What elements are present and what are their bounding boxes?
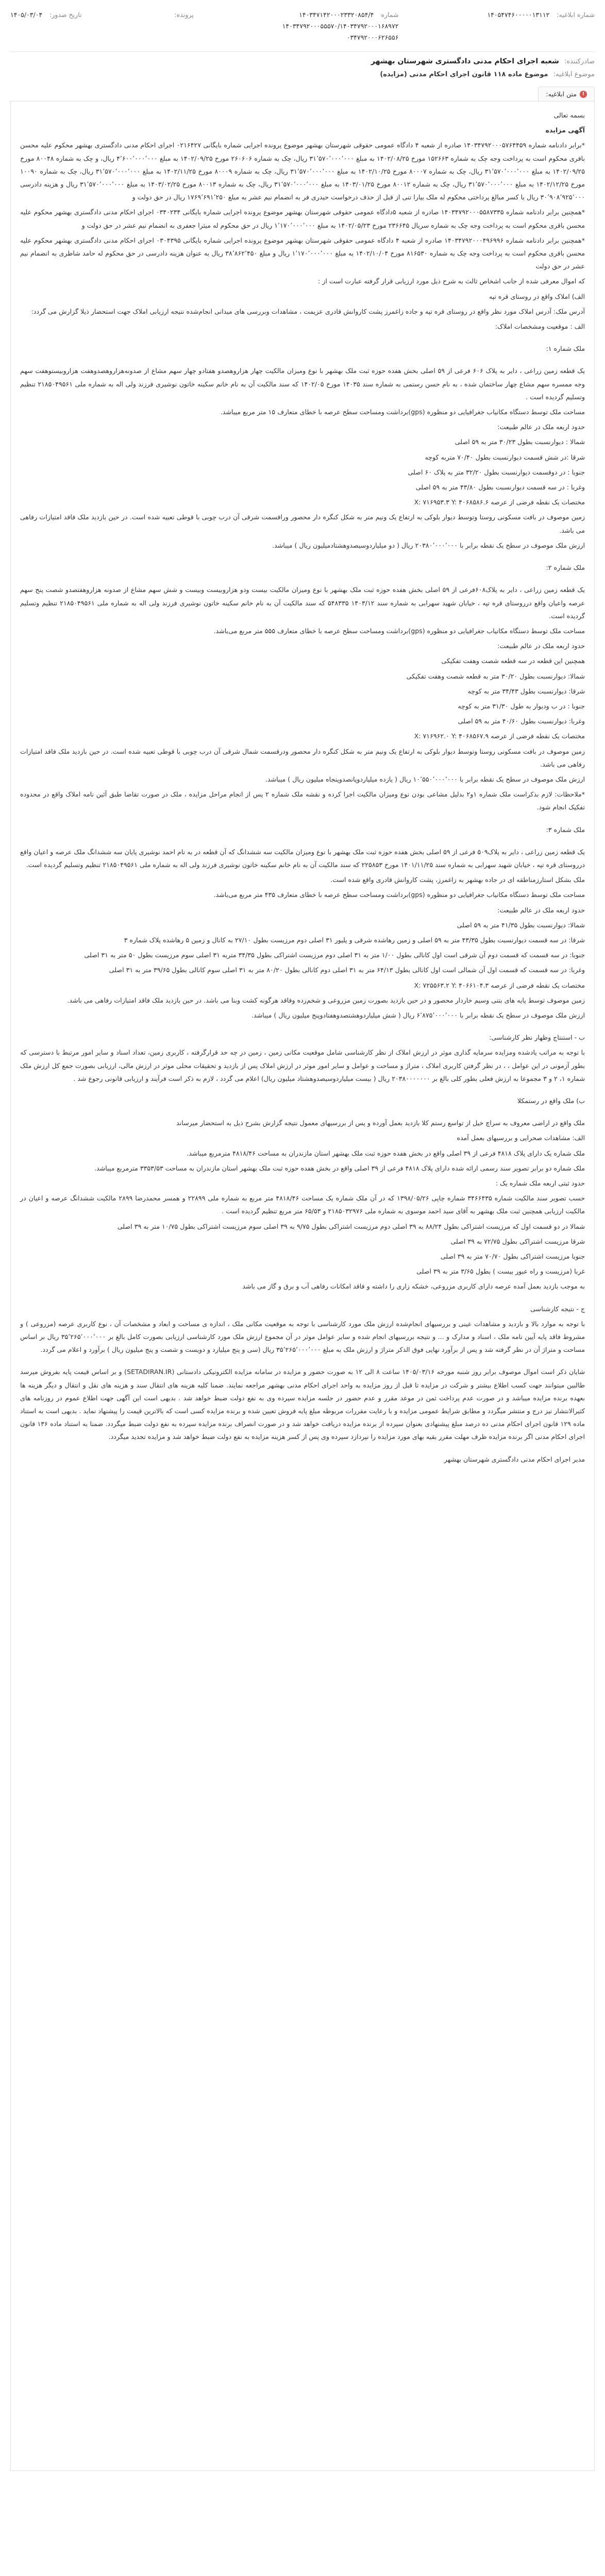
issuer-row (10, 54, 595, 69)
topic-row (10, 69, 595, 83)
body-paragraph: که اموال معرفی شده از جانب اشخاص ثالث به شرح ذیل مورد ارزیابی قرار گرفته عبارت است از : (318, 277, 585, 285)
body-paragraph: شمالا : دیوارنسبت بطول ۳۰/۲۳ متر به ۵۹ اصلی (455, 438, 585, 446)
body-paragraph: شمالا: دیوارنسبت بطول ۳۰/۲۰ متر به قطعه شصت وهفت تفکیکی (406, 672, 585, 680)
spacer (20, 357, 585, 364)
file-number-value: ۱۴۰۳۴۷۱۴۲۰۰۰۲۳۳۲۰۸۵۴/۴ (299, 11, 374, 19)
body-paragraph: ارزش ملک موصوف در سطح یک نقطه برابر با ۲۰۳۸۰٬۰۰۰٬۰۰۰ ریال ( دو میلیاردوسیصدوهشتادمیلیون ریال ) میباشد. (272, 541, 585, 549)
spacer (20, 816, 585, 823)
body-paragraph: الف: مشاهدات صحرایی و بررسیهای بعمل آمده (457, 1134, 585, 1142)
file-number-value-3: ۰۳۴۷۹۲۰۰۰۶۲۶۵۵۶ (346, 33, 399, 41)
body-paragraph: با توجه به موارد بالا و بازدید و مشاهدات عینی و بررسیهای انجام‌شده ارزش ملک مورد کارشناسی با توجه به موقعیت مکانی ملک ، اندازه ی مساحت و ابعاد و مشخصات آن ، نوع کاربری عرصه (مزروعی ) و مشروط فاقد پایه آیین نامه ملک ، اسناد و مدارک و ... و نتیجه بررسیهای انجام شده و سایر عوامل موثر در آن مجموع ارزش ملک مورد کارشناسی ارزیابی بصورت کامل بالغ بر ۳۵٬۲۶۵٬۰۰۰٬۰۰۰ ریال بر اساس مساحت و متراژ آن در نظر گرفته شد و پس از برآورد نهایی فوق الذکر متراژ و ارزش ملک به مبلغ ۳۵٬۲۶۵٬۰۰۰٬۰۰۰ ریال (سی و پنج میلیارد و دویست و شصت و پنج میلیون ریال ) برآورد و اعلام می گردد. (20, 1319, 585, 1354)
body-paragraph: زمین موصوف توسط پایه های بتنی وسیم خاردار محصور و در حین بازدید بصورت زمین مزروعی و شخم‌زده وفاقد هرگونه کشت وبنا می باشد. در حین بازدید ملک فاقد امتیازات رفاهی می باشد. (67, 996, 585, 1004)
body-paragraph: به موجب بازدید بعمل آمده عرصه دارای کاربری مزروعی، خشکه زاری را داشته و فاقد امکانات رفاهی آب و برق و گاز می باشد (242, 1282, 585, 1291)
body-paragraph: آدرس ملک: آدرس املاک مورد نظر واقع در روستای قره تپه و جاده زاغمرز پشت کاروانش قادری عزیمت ، مشاهدات وبررسی های میدانی انجام‌شده نتیجه ارزیابی املاک جهت استحضار ذیلا گزارش می گردد: (31, 307, 585, 315)
date-label: تاریخ صدور: (49, 11, 82, 19)
file-number-label: شماره (381, 11, 399, 19)
notice-meta (10, 0, 595, 49)
body-paragraph: غربا (مرزیست و راه عبور بیست ) بطول ۳/۶۵ متر به ۳۹ اصلی (416, 1267, 585, 1276)
body-paragraph: شرقا: دیوارنسبت بطول ۳۴/۴۳ متر به کوچه (467, 687, 585, 695)
body-paragraph: با توجه به مراتب یادشده ومزایده سرمایه گذاری موثر در ارزش املاک از نظر کارشناسی شامل موقعیت مکانی زمین ، زمین در چه حد قرارگرفته ، کاربری زمین، تعداد اسناد و سایر امور مرتبط با دسترسی که بطور آزمونی در این عوامل ، ، در نظر گرفتن کاربری املاک ، متراژ و مساحت و عوامل و سایر امور موثر در ارزش املاک پس از بازدید و تحقیقات محلی موثر در ارزش مالی، ارزیابی بصورت جمع کل ارزش ملک شماره ۱، ۲ و ۳ مجموعا به ارزش فعلی بطور کلی بالغ بر ۲۰۳۸۰۰۰۰۰۰۰ ریال ( بیست میلیاردوسیصدوهشتاد میلیون ریال) اعلام می گردد ، لازم به ذکر است فرآیند و ارزیابی قانونی رجوع شد . (20, 1048, 585, 1082)
body-paragraph: جنوبا : در دوقسمت دیوارنسبت بطول ۳۲/۲۰ متر به پلاک ۶۰ اصلی (408, 468, 585, 476)
body-paragraph: ملک واقع در اراضی معروف به سراچ خیل از تواسع رستم کلا بازدید بعمل آورده و پس از بررسیهای معمول نتیجه گزارش بشرح ذیل به استحضار میرساند (176, 1119, 585, 1127)
body-paragraph: ارزش ملک موصوف در سطح یک نقطه برابر با ۶٬۸۷۵٬۰۰۰٬۰۰۰ ریال ( شش میلیاردوهشتصدوهفتادوپنج میلیون ریال ) میباشد. (251, 1011, 585, 1019)
record-label: پرونده: (174, 11, 194, 19)
body-paragraph: جنوبا: در سه قسمت که قسمت دوم آن شرقی است اول کانالی بطول ۱/۰۰ متر به ۳۱ اصلی دوم مرزیست اشتراکی بطول ۳۴/۳۵ متربه ۳۱ اصلی سوم مرزیست بطول ۵۰ متر به ۳۱ اصلی (84, 951, 585, 959)
issuer-value: شعبه اجرای احکام مدنی دادگستری شهرستان بهشهر (371, 57, 559, 65)
body-paragraph: ملک شماره یک دارای پلاک ۴۸۱۸ فرعی از ۳۹ اصلی واقع در بخش هفده حوزه ثبت ملک بهشهر استان مازندران به مساحت ۴۸۱۸/۴۶ مترمربع میباشد. (187, 1149, 585, 1157)
meta-col-file (282, 9, 399, 43)
body-paragraph: حدود اربعه ملک در عالم طبیعت: (497, 423, 585, 431)
body-paragraph: جنوبا مرزیست اشتراکی بطول ۷۰/۷۰ متر به ۳۹ اصلی (440, 1252, 585, 1261)
spacer (20, 1024, 585, 1031)
spacer (20, 335, 585, 342)
file-number-line (282, 9, 399, 21)
body-paragraph: *همچنین برابر دادنامه شماره ۱۴۰۳۴۷۹۲۰۰۰۴۹۶۹۹۶ صادره از شعبه ۴ دادگاه عمومی حقوقی شهرستان بهشهر موضوع پرونده اجرایی شماره بایگانی ۰۳۰۴۳۹۵ اجرای احکام مدنی دادگستری بهشهر محکوم علیه محسن باقری محکوم است به پرداخت وجه چک به شماره ۸۱۶۵۳۰ مورخ ۱۴۰۲/۱۰/۰۴ به مبلغ ۱٬۱۷۰٬۰۰۰٬۰۰۰ ریال و مبلغ ۳۸٬۸۶۲٬۴۵۰ ریال به عنوان هزینه دادرسی در حق محکوم له حامد شاطری به انضمام نیم عشر در حق دولت (20, 236, 585, 270)
meta-col-case (487, 9, 595, 21)
body-paragraph: الف : موقعیت ومشخصات املاک: (495, 323, 585, 331)
section-heading: ملک شماره ۳: (546, 825, 585, 834)
body-paragraph: شایان ذکر است اموال موصوف برابر روز شنبه مورخه ۱۴۰۵/۰۳/۱۶ ساعت ۸ الی ۱۲ به صورت حضور و مزایده در سامانه مزایده الکترونیکی دادستانی (SETADIRAN.IR) و بر اساس قیمت پایه بفروش میرسد طالبین میتوانند جهت کسب اطلاع بیشتر و شرکت در مزایده تا قبل از روز مزایده به واحد اجرای احکام مدنی بهشهر مراجعه نمایند. ضمنا کلیه هزینه های انتقال سند و هزینه های نقل و انتقال و دیگر هزینه ها بعهده برنده مزایده میباشد و در صورت عدم پرداخت ثمن در موعد مقرر و عدم حضور در جلسه مزایده سپرده وی به نفع دولت ضبط خواهد شد . بدیهی است این آگهی جهت اطلاع عموم در روزنامه های کثیرالانتشار نیز درج و منتشر میگردد و مطابق شرایط عمومی مزایده و با رعایت مقررات مربوطه مبلغ پایه فروش تعیین شده و برنده مزایده کسی است که بالاترین قیمت را پیشنهاد نماید . بدیهی است به استناد ماده ۱۲۹ قانون اجرای احکام مدنی ده درصد مبلغ پیشنهادی بعنوان سپرده از برنده مزایده دریافت خواهد شد و در صورت انصراف برنده مزایده سپرده به نفع دولت ضبط میگردد. ضمنا به استناد ماده ۱۳۶ قانون اجرای احکام مدنی اگر برنده مزایده ظرف مهلت مقرر بقیه بهای مورد مزایده را نپردازد سپرده وی پس از کسر هزینه مزایده به نفع دولت ضبط خواهد شد و مزایده تجدید میگردد. (20, 1368, 585, 1441)
body-paragraph: ملک بشکل استارزمناطقه ای در جاده بهشهر به زاغمرز، پشت کاروانش قادری واقع شده است. (330, 876, 585, 884)
body-paragraph: شرقا :در شش قسمت دیوارنسبت بطول ۷۰/۴۰ متربه کوچه (425, 453, 585, 461)
meta-col-record (170, 9, 193, 21)
body-paragraph: مختصات یک نقطه فرضی از عرصه X: ۷۲۵۵۶۳.۲ Y: ۴۰۶۶۱۰۴.۳ (414, 981, 585, 989)
case-number-line (487, 9, 595, 21)
body-paragraph: شرقا مرزیست اشتراکی بطول ۷۲/۷۵ به ۳۹ اصلی (450, 1237, 585, 1245)
issuer-label: صادرکننده: (564, 57, 595, 65)
body-paragraph: الف) املاک واقع در روستای قره تپه (489, 292, 585, 300)
meta-col-date (10, 9, 81, 21)
body-paragraph: شمالا در دو قسمت اول که مرزیست اشتراکی بطول ۸۸/۲۴ به ۳۹ اصلی دوم مرزیست اشتراکی بطول ۹/۷۵ به ۳۹ اصلی سوم مرزیست اشتراکی بطول ۱۰/۷۵ متر به ۳۹ اصلی (117, 1222, 585, 1230)
body-paragraph: زمین موصوف در بافت مسکونی روستا وتوسط دیوار بلوکی به ارتفاع یک ونیم متر به شکل کنگره دار محصور ودرقسمت شمال شرقی آن درب چوبی با قوطی تعبیه شده است. در حین بازدید ملک فاقد امتیازات رفاهی می باشد. (20, 747, 585, 768)
topic-label: موضوع ابلاغیه: (553, 71, 595, 78)
notice-heading: آگهی مزایده (545, 126, 585, 134)
spacer (20, 838, 585, 845)
section-heading: ملک شماره ۱: (546, 345, 585, 353)
body-paragraph: حدود ثبتی اربعه ملک شماره یک : (495, 1179, 585, 1188)
body-paragraph: مختصات یک نقطه فرضی از عرصه X: ۷۱۶۹۵۳.۳ Y: ۴۰۶۸۵۸۶.۶ (414, 498, 585, 506)
body-paragraph: مساحت ملک توسط دستگاه مکانیاب جغرافیایی دو منظوره (gps)برداشت ومساحت سطح عرصه با خطای متعارف ۵۵۵ متر مربع می‌باشد. (213, 626, 585, 635)
body-paragraph: حدود اربعه ملک در عالم طبیعت: (497, 906, 585, 914)
spacer (20, 1358, 585, 1365)
date-value: ۱۴۰۵/۰۳/۰۴ (10, 11, 43, 19)
section-heading: ج - نتیجه کارشناسی (530, 1304, 585, 1313)
section-heading: ب) ملک واقع در رستمکلا (517, 1097, 585, 1105)
notice-text-tab[interactable] (538, 87, 595, 101)
notice-body (10, 101, 595, 2471)
body-paragraph: وغربا: در سه قسمت که قسمت اول آن شمالی است اول کانالی بطول ۶۴/۱۳ متر به ۳۱ اصلی دوم کانالی بطول ۸۰/۲۰ متر به ۳۱ اصلی سوم کانالی بطول ۳۹/۶۵ متر به ۳۱ اصلی (109, 966, 585, 974)
section-heading: ب - استنتاج وظهار نظر کارشناسی: (489, 1033, 585, 1042)
spacer (20, 554, 585, 561)
body-paragraph: یک قطعه زمین زراعی ، دایر به پلاک۶۰۸فرعی از ۵۹ اصلی بخش هفده حوزه ثبت ملک بهشهر با نوع ومیزان مالکیت بیست ودو هزاروبیست وبیست و شش سهم مشاع از صدونه هزاروهفتصدو شصت پنج سهم عرصه واعیان واقع درروستای قره تپه ، خیابان شهید سهرابی به شماره سند ۱۴۰۳/۱۲ ۵۴۸۳۳۵ که سند مالکیت آن به نام خانم سکینه خاتون نوشیری فرزند ولی اله به شماره ملی ۲۱۸۵۰۴۹۵۶۱ تنظیم وتسلیم گردیده است. (20, 586, 585, 620)
body-paragraph: مساحت ملک توسط دستگاه مکانیاب جغرافیایی دو منظوره (gps)برداشت ومساحت سطح عرصه با خطای متعارف ۴۳۵ متر مربع می‌باشد. (213, 891, 585, 899)
spacer (20, 1087, 585, 1094)
spacer (20, 576, 585, 583)
body-paragraph: شمالا: دیوارنسبت بطول ۴۱/۳۵ متر به ۵۹ اصلی (457, 921, 585, 929)
body-paragraph: جنوبا : در ب ودیوار به طول ۳۱/۳۰ متر به کوچه (458, 702, 585, 710)
body-paragraph: وغربا : در سه قسمت دیوارنسبت بطول ۴۳/۸۰ متر به ۵۹ اصلی (415, 483, 585, 492)
body-paragraph: *ملاحظات: لازم بذکراست ملک شماره ۱و۲ بدلیل مشاعی بودن نوع ومیزان مالکیت اجرا کرده و نقشه ملک شماره ۲ پس از انجام مراحل مزایده ، ملک در صورت تقاضا طبق آئین نامه املاک واقع در محدوده تفکیک انجام شود. (20, 790, 585, 811)
body-paragraph: یک قطعه زمین زراعی ، دایر به پلاک۵۰۹ فرعی از ۵۹ اصلی بخش هفده حوزه ثبت ملک بهشهر با نوع ومیزان مالکیت سه ششدانگ که آن قطعه در به نام احمد نوشیری پایان سه ششدانگ ملک عرصه و اعیان واقع درروستای قره تپه ، خیابان شهید سهرابی به شماره سند ۱۴۰۱/۱۱/۲۵ مورخ ۲۲۵۸۵۳ که سند مالکیت آن به نام خانم سکینه خاتون نوشیری فرزند ولی اله به شماره ملی ۲۱۸۵۰۴۹۵۶۱ تنظیم وتسلیم گردیده است. (20, 848, 585, 869)
body-paragraph: مساحت ملک توسط دستگاه مکانیاب جغرافیایی دو منظوره (gps)برداشت ومساحت سطح عرصه با خطای متعارف ۱۵ متر مربع میباشد. (220, 408, 585, 416)
body-paragraph: مختصات یک نقطه فرضی از عرصه X: ۷۱۶۹۶۲.۰ Y: ۴۰۶۸۵۶۷.۹ (414, 732, 585, 740)
body-paragraph: ارزش ملک موصوف در سطح یک نقطه برابر با ۱۰٬۵۵۰٬۰۰۰٬۰۰۰ ریال ( یازده میلیاردوپانصدوپنجاه میلیون ریال ) میباشد. (265, 775, 585, 783)
body-paragraph: حدود اربعه ملک در عالم طبیعت: (497, 642, 585, 650)
case-number-value: ۱۴۰۵۴۷۴۶۰۰۰۰۰۱۳۱۱۲ (487, 11, 550, 19)
body-paragraph: حسب تصویر سند مالکیت شماره ۳۴۶۶۴۳۵ شماره چاپی ۱۳۹۸/۰۵/۲۶ که در آن ملک شماره یک مساحت ۴۸۱۸/۴۶ متر مربع به شماره ملی ۲۲۸۹۹ و همسر محمدرضا ۲۸۹۹ مالکیت ششدانگ عرصه و اعیان در مالکیت ارزیابی همچنین ثبت ملک بهشهر به آقای سید احمد موسوی به شماره ملی ۲۱۸۵۰۳۲۹۷۶ و ۶۵/۵۳ متر مربع تنظیم گردیده است . (20, 1194, 585, 1215)
body-paragraph: یک قطعه زمین زراعی ، دایر به پلاک ۶۰۶ فرعی از ۵۹ اصلی بخش هفده حوزه ثبت ملک بهشهر با نوع ومیزان مالکیت چهار هزاروهصدو هفتادو چهار سهم مشاع از صدونه‌هزاروهصدوهفت هزاروبیستوهفت سهم وجه ممسره سهم مشاع چهار ساختمان شده ، به نام حسن رستمی به شماره سند ۱۴۰۳۵ مورخ ۱۴۰۲/۰۵ که سند مالکیت آن به نام خانم سکینه خاتون نوشیری فرزند ولی اله به شماره ملی ۲۱۸۵۰۴۹۵۶۱ تنظیم وتسلیم گردیده است . (20, 367, 585, 401)
topic-value: موضوع ماده ۱۱۸ قانون اجرای احکام مدنی (مزایده) (380, 71, 548, 78)
body-paragraph: *برابر دادنامه شماره ۱۴۰۳۴۷۹۲۰۰۰۵۷۶۴۴۵۹ صادره از شعبه ۴ دادگاه عمومی حقوقی شهرستان بهشهر موضوع پرونده اجرایی شماره بایگانی ۰۲۱۶۴۲۷ اجرای احکام مدنی دادگستری بهشهر محکوم علیه محسن باقری محکوم است به پرداخت وجه چک به شماره ۱۵۲۶۶۳ مورخ ۱۴۰۲/۰۸/۲۵ به مبلغ ۳۱٬۵۷۰٬۰۰۰٬۰۰۰ ریال، چک به شماره ۲۶۰۶۰۶ مورخ ۱۴۰۲/۰۹/۲۵ به مبلغ ۴٬۶۰۰٬۰۰۰٬۰۰۰ ریال، و چک به شماره ۸۰۰۴۸ مورخ ۱۴۰۲/۰۹/۲۵ به مبلغ ۳۱٬۵۷۰٬۰۰۰٬۰۰۰ ریال، چک به شماره ۸۰۰۰۷ مورخ ۱۴۰۲/۱۰/۲۵ به مبلغ ۳۱٬۵۷۰٬۰۰۰٬۰۰۰ ریال، چک به شماره ۸۰۰۰۹ مورخ ۱۴۰۲/۱۱/۲۵ به مبلغ ۳۱٬۵۷۰٬۰۰۰٬۰۰۰ ریال، چک به شماره ۱۰۰۹۰ مورخ ۱۴۰۲/۱۲/۲۵ به مبلغ ۳۱٬۵۷۰٬۰۰۰٬۰۰۰ ریال، چک به شماره ۸۰۰۱۲ مورخ ۱۴۰۳/۰۱/۲۵ به مبلغ ۳۱٬۵۷۰٬۰۰۰٬۰۰۰ ریال، چک به شماره ۸۰۰۱۳ مورخ ۱۴۰۳/۰۲/۲۵ به مبلغ ۳۱٬۵۷۰٬۰۰۰٬۰۰۰ ریال و هزینه دادرسی ۳۰٬۹۰۸٬۹۲۵٬۰۰۰ ریال با کسر مبالغ پرداختی محکوم له ملک بیارا تنی از قبل از حذف درخواست حیدری فر به انضمام نیم عشر به مبلغ ۱۷۶۹٬۶۹۱٬۲۵۰ ریال در حق دولت و (20, 141, 585, 201)
file-number-value-2: ۱۴۰۳۴۷۹۲۰۰۰۵۵۵۷۰/۱۴۰۳۴۷۹۲۰۰۰۱۶۸۹۷۲ (282, 22, 399, 30)
spacer (20, 1446, 585, 1453)
body-paragraph: همچنین این قطعه در سه قطعه شصت وهفت تفکیکی (441, 657, 585, 665)
notice-text-label: متن ابلاغیه: (546, 90, 577, 98)
spacer (20, 1295, 585, 1302)
bismillah: بسمه تعالی (553, 111, 585, 119)
body-paragraph: ملک شماره دو برابر تصویر سند رسمی ارائه شده دارای پلاک ۴۸۱۸ فرعی از ۳۹ اصلی واقع در بخش هفده حوزه ثبت ملک بهشهر استان مازندران به مساحت ۳۳۵۳/۵۳ مترمربع میباشد. (94, 1164, 585, 1172)
signature-line: مدیر اجرای احکام مدنی دادگستری شهرستان بهشهر (444, 1455, 585, 1463)
date-line (10, 9, 81, 21)
body-paragraph: زمین موصوف در بافت مسکونی روستا وتوسط دیوار بلوکی به ارتفاع یک ونیم متر به شکل کنگره دار محصور وراقسمت شرقی آن درب چوبی با قوطی تعبیه شده است. در حین بازدید ملک فاقد امتیازات رفاهی می باشد. (20, 513, 585, 534)
body-paragraph: وغربا: دیوارنسبت بطول ۴۰/۶۰ متر به ۵۹ اصلی (458, 717, 585, 725)
section-heading: ملک شماره ۲: (546, 564, 585, 572)
body-paragraph: *همچنین برابر دادنامه شماره ۱۴۰۳۴۷۹۲۰۰۰۵۵۸۷۳۳۵ صادره از شعبه ۵دادگاه عمومی حقوقی شهرستان بهشهر موضوع پرونده اجرایی شماره بایگانی ۰۳۴۰۲۳۴ اجرای احکام مدنی دادگستری بهشهر محکوم علیه محسن باقری محکوم است به پرداخت وجه چک به شماره سریال ۲۳۶۶۴۵ مورخ ۱۴۰۲/۰۵/۲۳ به مبلغ ۱٬۱۷۰٬۰۰۰٬۰۰۰ ریال در حق محکوم له میثرا جعفری به انضمام نیم عشر در حق دولت و (20, 208, 585, 229)
alert-icon: ! (580, 91, 587, 98)
spacer (20, 1109, 585, 1116)
case-number-label: شماره ابلاغیه: (557, 11, 595, 19)
body-paragraph: شرقا: در سه قسمت دیوارنسبت بطول ۴۳/۳۵ متر به ۵۹ اصلی و زمین رهاشده شرقی و پلیور ۳۱ اصلی دوم مرزیست بطول ۲۷/۱۰ به کانال و زمین ۵ رهاشده پلاک شماره ۳ (124, 936, 585, 944)
